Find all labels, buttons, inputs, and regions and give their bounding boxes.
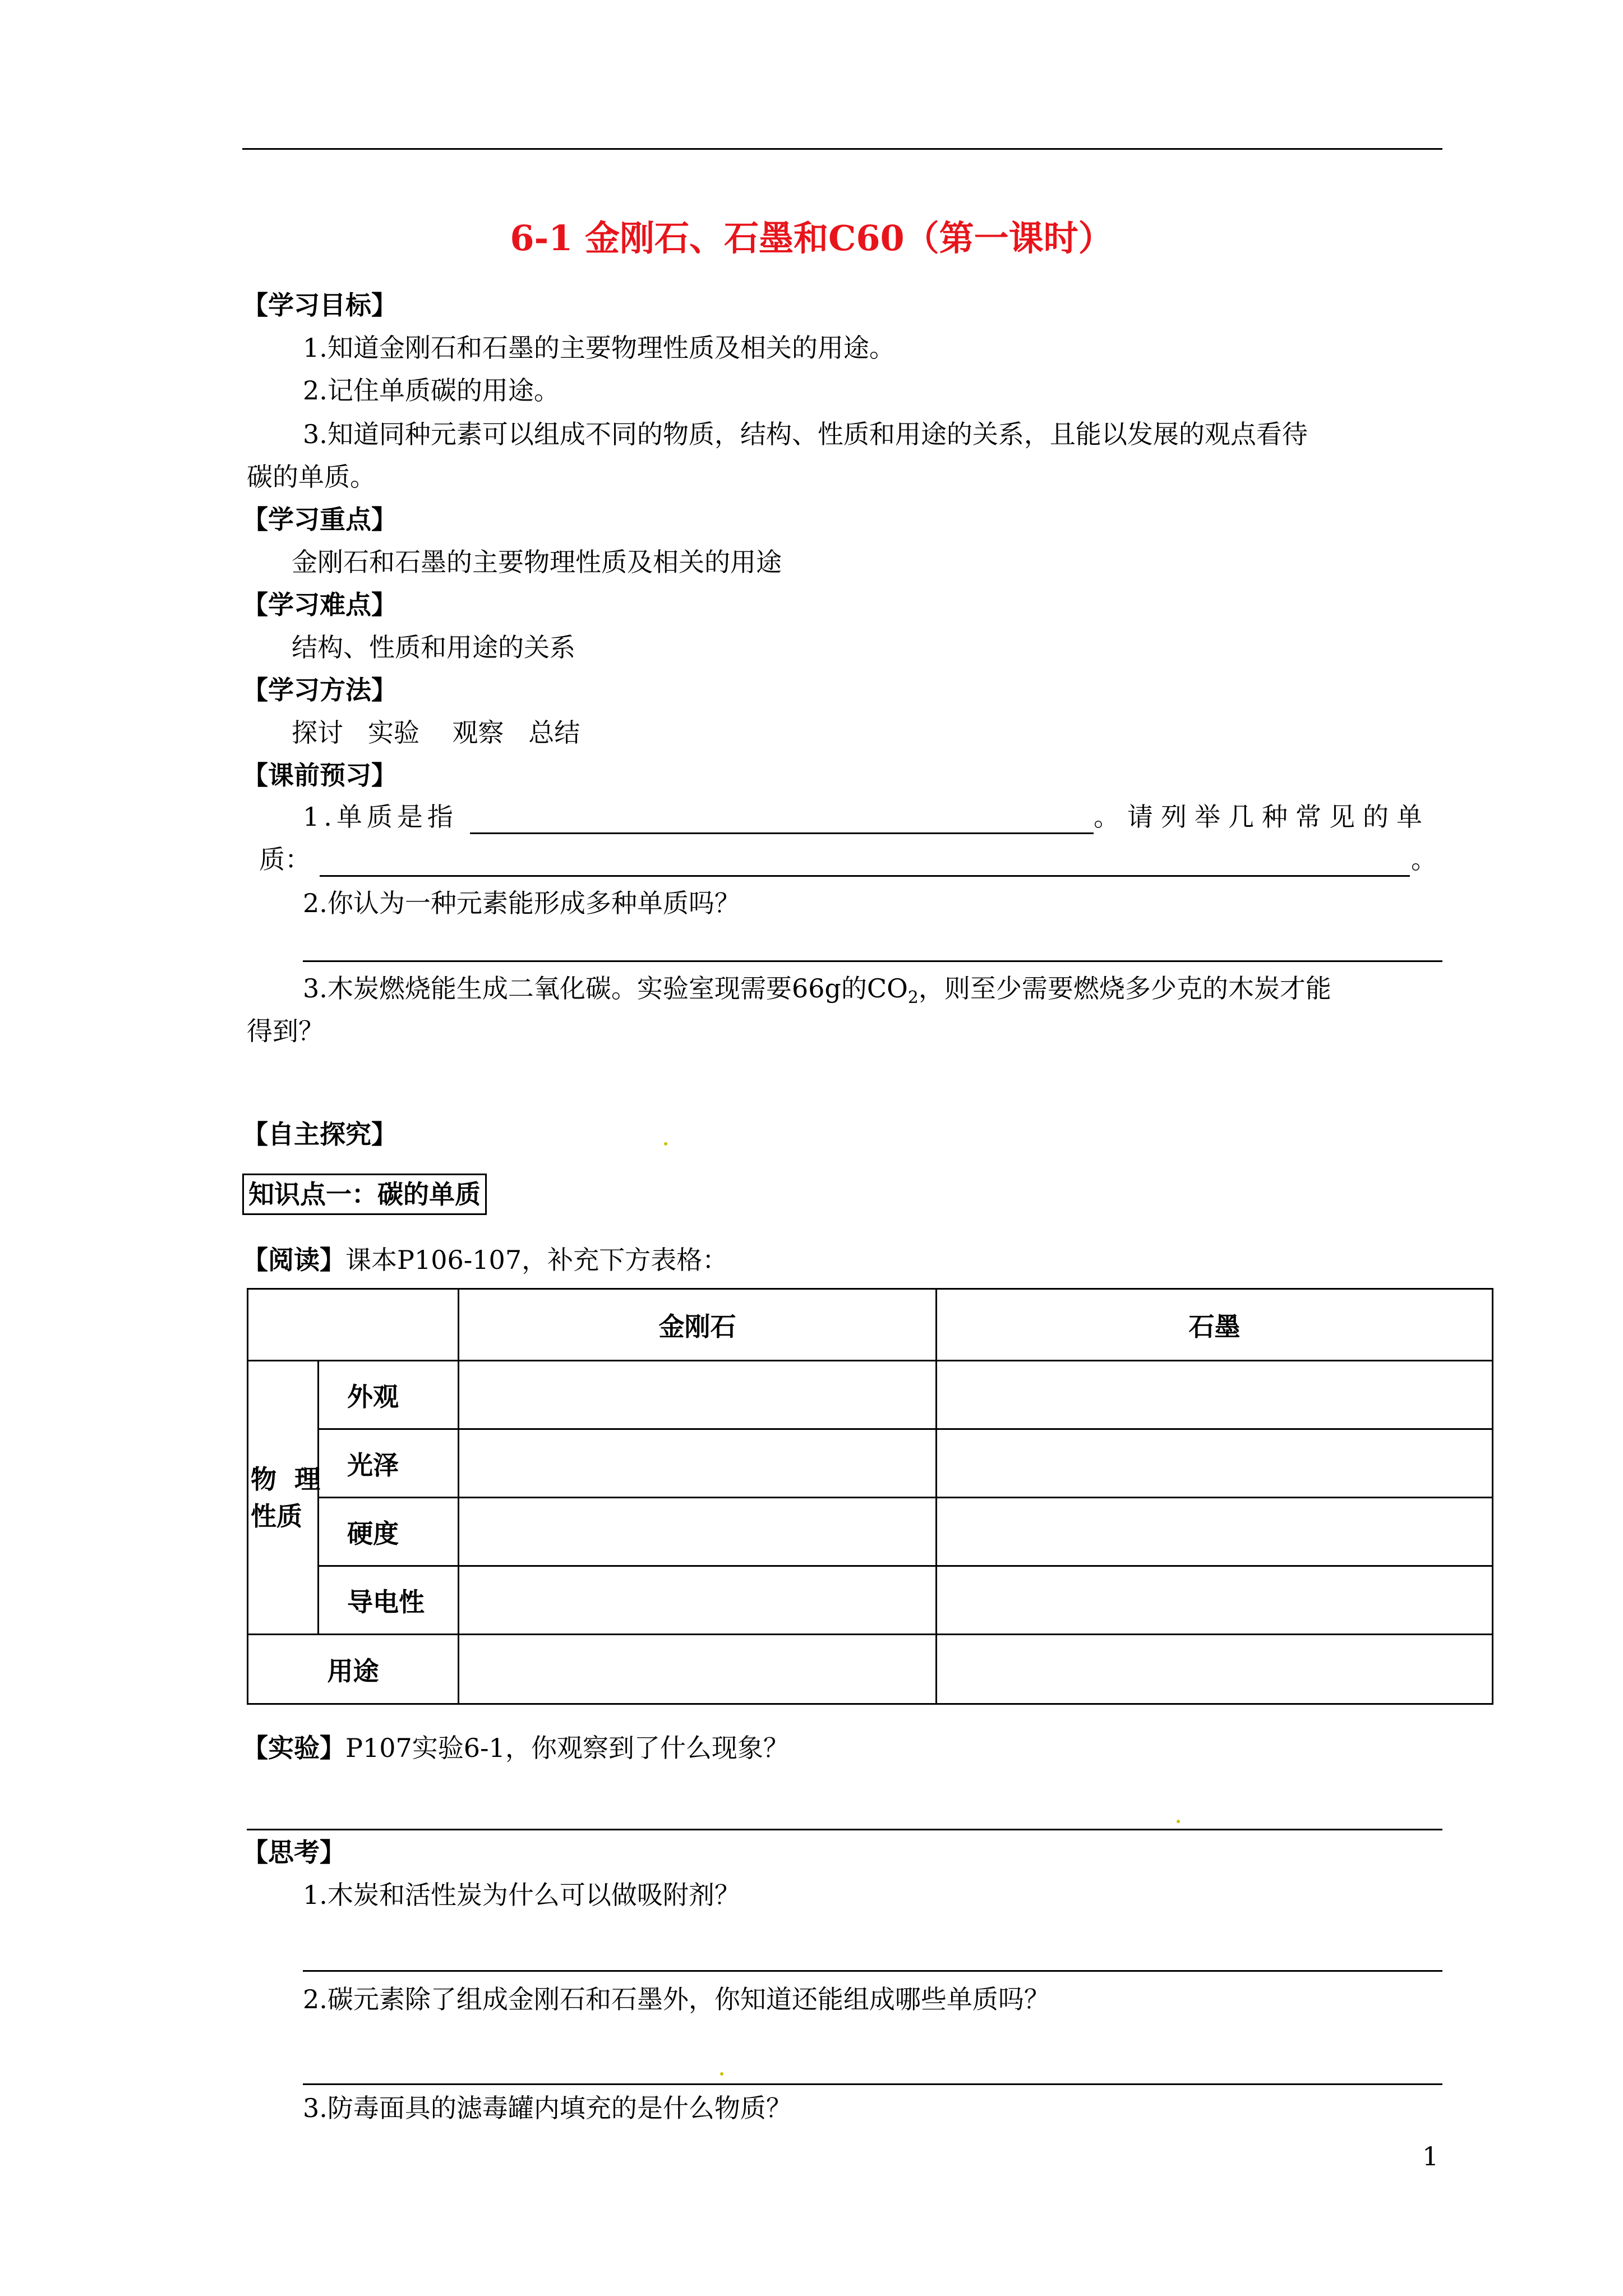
header-rule <box>242 148 1442 150</box>
answer-cell <box>459 1566 937 1635</box>
preview-q2: 2.你认为一种元素能形成多种单质吗？ <box>303 888 740 918</box>
physical-properties-label-line2: 性质 <box>251 1501 302 1531</box>
physical-properties-label-line1: 物 理 <box>251 1464 321 1494</box>
answer-cell <box>937 1498 1493 1566</box>
methods-heading: 【学习方法】 <box>242 675 397 705</box>
experiment-label: 【实验】 <box>242 1733 345 1763</box>
page-number: 1 <box>1422 2141 1439 2171</box>
answer-cell <box>459 1498 937 1566</box>
answer-cell <box>459 1429 937 1498</box>
answer-cell <box>937 1361 1493 1429</box>
answer-line <box>303 1970 1442 1972</box>
thinking-q3: 3.防毒面具的滤毒罐内填充的是什么物质？ <box>303 2093 792 2123</box>
objective-1: 1.知道金刚石和石墨的主要物理性质及相关的用途。 <box>303 333 895 363</box>
preview-q1-prefix: 1.单质是指 <box>303 802 458 832</box>
answer-cell <box>459 1635 937 1704</box>
answer-line <box>470 832 1094 834</box>
preview-q1-line2-prefix: 质： <box>259 844 311 875</box>
preview-q3-part-a: 3.木炭燃烧能生成二氧化碳。实验室现需要66g的CO <box>303 973 908 1004</box>
thinking-q1: 1.木炭和活性炭为什么可以做吸附剂？ <box>303 1880 740 1910</box>
knowledge-point-box: 知识点一：碳的单质 <box>242 1174 487 1215</box>
row-label-uses: 用途 <box>248 1635 459 1704</box>
column-header-diamond: 金刚石 <box>459 1289 937 1361</box>
table-corner-cell <box>248 1289 459 1361</box>
properties-table <box>247 1288 1493 1705</box>
reading-label: 【阅读】 <box>242 1245 345 1275</box>
experiment-text: P107实验6-1，你观察到了什么现象？ <box>345 1733 789 1763</box>
answer-cell <box>459 1361 937 1429</box>
objectives-heading: 【学习目标】 <box>242 290 397 320</box>
methods-text: 探讨 实验 观察 总结 <box>292 717 580 748</box>
reading-text: 课本P106-107，补充下方表格： <box>345 1245 728 1275</box>
answer-line <box>303 960 1442 962</box>
preview-q3-line2: 得到？ <box>247 1016 324 1046</box>
experiment-line <box>242 1730 789 1766</box>
difficulties-heading: 【学习难点】 <box>242 590 397 620</box>
explore-heading: 【自主探究】 <box>242 1119 397 1149</box>
preview-q1-line2-suffix: 。 <box>1411 844 1437 875</box>
co2-subscript: 2 <box>907 988 919 1008</box>
thinking-q2: 2.碳元素除了组成金刚石和石墨外，你知道还能组成哪些单质吗？ <box>303 1984 1050 2014</box>
objective-3-line1: 3.知道同种元素可以组成不同的物质，结构、性质和用途的关系，且能以发展的观点看待 <box>303 419 1308 449</box>
reading-line <box>242 1242 728 1278</box>
preview-q1-suffix: 。请列举几种常见的单 <box>1094 802 1430 832</box>
answer-cell <box>937 1566 1493 1635</box>
speck-mark <box>664 1142 667 1145</box>
row-label-luster: 光泽 <box>319 1429 459 1498</box>
answer-cell <box>937 1635 1493 1704</box>
objective-2: 2.记住单质碳的用途。 <box>303 375 560 406</box>
key-points-heading: 【学习重点】 <box>242 504 397 535</box>
key-points-text: 金刚石和石墨的主要物理性质及相关的用途 <box>292 547 782 577</box>
speck-mark <box>1177 1820 1180 1823</box>
row-label-conductivity: 导电性 <box>319 1566 459 1635</box>
row-label-hardness: 硬度 <box>319 1498 459 1566</box>
column-header-graphite: 石墨 <box>937 1289 1493 1361</box>
physical-properties-label <box>248 1361 319 1635</box>
answer-cell <box>937 1429 1493 1498</box>
thinking-heading: 【思考】 <box>242 1837 345 1867</box>
preview-heading: 【课前预习】 <box>242 760 397 790</box>
answer-line <box>320 875 1410 877</box>
difficulties-text: 结构、性质和用途的关系 <box>292 632 575 662</box>
page-title: 6-1 金刚石、石墨和C60（第一课时） <box>510 218 1113 259</box>
objective-3-line2: 碳的单质。 <box>247 462 376 492</box>
preview-q3-line1 <box>303 970 1331 1016</box>
row-label-appearance: 外观 <box>319 1361 459 1429</box>
preview-q3-part-b: ，则至少需要燃烧多少克的木炭才能 <box>918 973 1331 1004</box>
speck-mark <box>720 2072 723 2076</box>
answer-line <box>303 2083 1442 2085</box>
answer-line <box>247 1829 1442 1830</box>
